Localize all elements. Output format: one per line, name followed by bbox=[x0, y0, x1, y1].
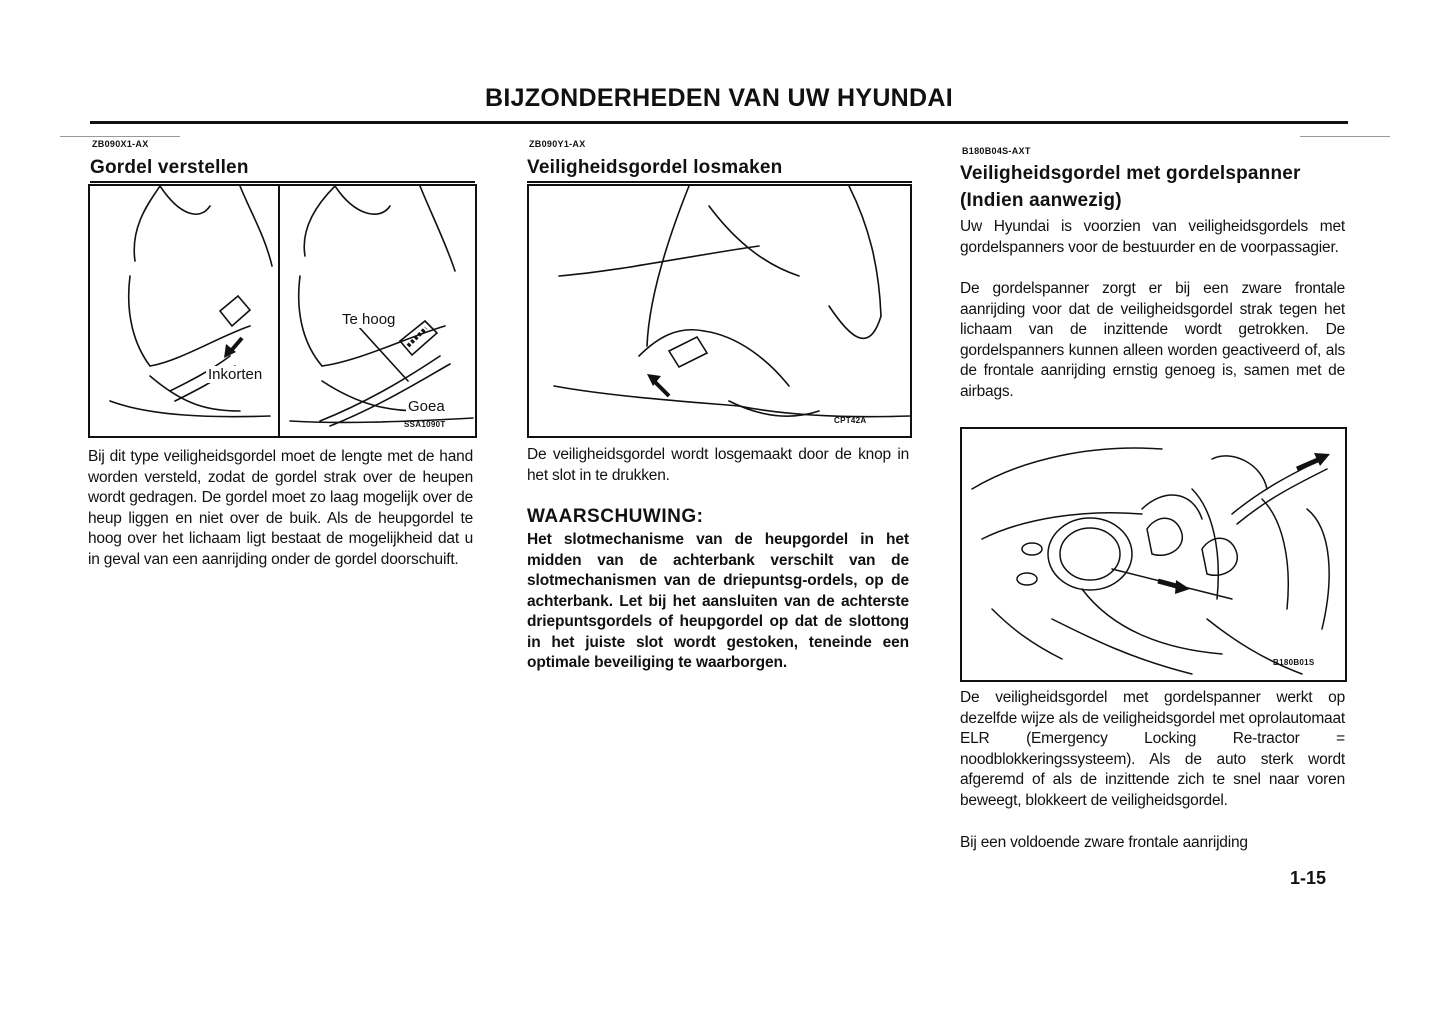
figure-label-goea: Goea bbox=[408, 398, 445, 415]
figure-adjust-belt bbox=[88, 184, 477, 438]
body-text-pretensioner-intro-2: De gordelspanner zorgt er bij een zware frontale aanrijding voor dat de veiligheidsgordel strak tegen het lichaam van de inzittende wordt getrokken. De gordelspanners kunnen alleen worden geactiveerd of, als de frontale aanrijding ernstig genoeg is, samen met de airbags. bbox=[960, 280, 1345, 400]
section-title-2: Veiligheidsgordel losmaken bbox=[527, 157, 783, 178]
warning-text: Het slotmechanisme van de heupgordel in het midden van de achterbank verschilt van de slotmechanismen van de driepuntsg-ordels, op de achterbank. Let bij het aansluiten van de achterste driepuntsgordels of heupgordel op dat de slottong in het juiste slot wordt gestoken, teneinde een optimale beveiliging te waarborgen. bbox=[527, 531, 909, 671]
warning-title: WAARSCHUWING: bbox=[527, 506, 704, 527]
body-text-release: De veiligheidsgordel wordt losgemaakt door de knop in het slot in te drukken. bbox=[527, 446, 909, 484]
section-code-2: ZB090Y1-AX bbox=[529, 139, 586, 149]
section-title-rule-1 bbox=[90, 181, 475, 183]
page-number: 1-15 bbox=[1290, 868, 1327, 888]
belt-release-illustration bbox=[529, 186, 910, 436]
figure-release-belt bbox=[527, 184, 912, 438]
section-title-3-line2: (Indien aanwezig) bbox=[960, 190, 1122, 211]
figure-code-3: B180B01S bbox=[1273, 658, 1315, 667]
section-code-3: B180B04S-AXT bbox=[962, 146, 1031, 156]
figure-code-2: CPT42A bbox=[834, 416, 867, 425]
header-rule bbox=[90, 121, 1348, 124]
figure-code-1: SSA1090T bbox=[404, 420, 446, 429]
body-text-pretensioner-intro-1: Uw Hyundai is voorzien van veiligheidsgordels met gordelspanners voor de bestuurder en de voorpassagier. bbox=[960, 218, 1345, 256]
pretensioner-arrow-icon bbox=[1297, 453, 1330, 469]
section-title-1: Gordel verstellen bbox=[90, 157, 249, 178]
too-high-arrow-icon bbox=[408, 328, 426, 346]
press-arrow-icon bbox=[647, 374, 669, 396]
scan-line-right bbox=[1300, 136, 1390, 137]
shorten-arrow-icon bbox=[224, 338, 242, 358]
body-text-pretensioner-continued: Bij een voldoende zware frontale aanrijding bbox=[960, 834, 1248, 851]
section-title-rule-2 bbox=[527, 181, 912, 183]
pretensioner-illustration bbox=[962, 429, 1345, 680]
body-text-adjust: Bij dit type veiligheidsgordel moet de lengte met de hand worden versteld, zodat de gordel strak over de heupen wordt gedragen. De gordel moet zo laag mogelijk over de heup liggen en niet over de buik. Als de heupgordel te hoog over het lichaam ligt bestaat de mogelijkheid dat u in geval van een aanrijding onder de gordel doorschuift. bbox=[88, 448, 473, 568]
page-header-title: BIJZONDERHEDEN VAN UW HYUNDAI bbox=[485, 84, 953, 112]
body-text-pretensioner-operation: De veiligheidsgordel met gordelspanner werkt op dezelfde wijze als de veiligheidsgordel met oprolautomaat ELR (Emergency Locking Re-tractor = noodblokkeringssysteem). Als de auto sterk wordt afgeremd of als de inzittende zich te snel naar voren beweegt, blokkeert de veiligheidsgordel. bbox=[960, 689, 1345, 809]
section-title-3-line1: Veiligheidsgordel met gordelspanner bbox=[960, 163, 1301, 184]
scan-line-left bbox=[60, 136, 180, 137]
figure-label-shorten: Inkorten bbox=[208, 366, 263, 383]
section-code-1: ZB090X1-AX bbox=[92, 139, 149, 149]
figure-label-too-high: Te hoog bbox=[342, 311, 396, 328]
figure-pretensioner bbox=[960, 427, 1347, 682]
belt-direction-arrow-icon bbox=[1158, 580, 1190, 594]
